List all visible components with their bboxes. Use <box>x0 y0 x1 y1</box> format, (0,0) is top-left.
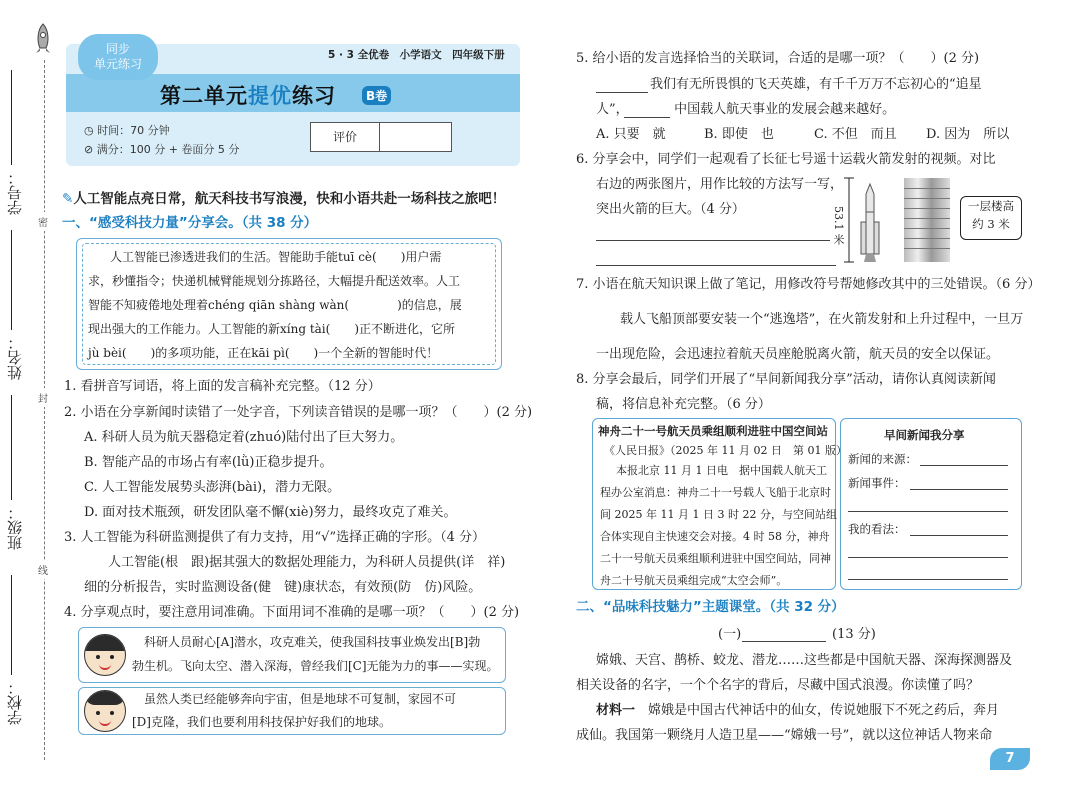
event-answer-line[interactable] <box>910 489 1008 490</box>
school-label: 学校： <box>6 680 24 725</box>
part-1-label: (一) <box>718 627 742 642</box>
q6-answer-line[interactable] <box>596 240 836 241</box>
callout-line: 约 3 米 <box>972 217 1010 231</box>
news-source: 《人民日报》（2025 年 11 月 02 日 第 01 版） <box>604 444 847 457</box>
title-part-c: 练习 <box>292 84 336 108</box>
rocket-image <box>858 182 882 264</box>
binding-margin <box>0 0 60 785</box>
q2-option-c[interactable]: C. 人工智能发展势头澎湃(bài)，潜力无限。 <box>84 480 341 495</box>
q6-line: 突出火箭的巨大。（4 分） <box>596 202 745 217</box>
passage-line: 智能不知疲倦地处理着chéng qiān shàng wàn( )的信息，展 <box>88 298 462 312</box>
section-1-title: 一、“感受科技力量”分享会。（共 38 分） <box>62 215 318 231</box>
news-line: 合体实现自主快速交会对接。4 时 58 分，神舟 <box>600 530 830 543</box>
q5-line: 人”， 中国载人航天事业的发展会越来越好。 <box>596 102 896 117</box>
q4-bubble-2-line: [D]克隆，我们也要利用科技保护好我们的地球。 <box>132 715 391 729</box>
q5-option-c[interactable]: C. 不但 而且 <box>814 127 897 142</box>
q3-line[interactable]: 细的分析报告，实时监测设备(健 键)康状态，有效预(防 仿)风险。 <box>84 580 482 595</box>
q2-option-a[interactable]: A. 科研人员为航天器稳定着(zhuó)陆付出了巨大努力。 <box>84 430 404 445</box>
time-info <box>84 122 170 138</box>
news-line: 本报北京 11 月 1 日电 据中国载人航天工 <box>616 464 827 477</box>
share-field-source: 新闻的来源： <box>848 452 917 466</box>
question-3: 3. 人工智能为科研监测提供了有力支持，用“√”选择正确的字形。（4 分） <box>64 530 486 545</box>
news-line: 舟二十号航天员乘组完成“太空会师”。 <box>600 574 788 587</box>
q6-line: 右边的两张图片，用作比较的方法写一写， <box>596 177 844 192</box>
page-title <box>160 80 336 110</box>
intro-line <box>62 190 505 208</box>
seal-mark-feng: 封 <box>38 388 48 407</box>
q7-line[interactable]: 载人飞船顶部要安装一个“逃逸塔”，在火箭发射和上升过程中，一旦万 <box>620 312 1024 327</box>
boy-avatar <box>84 634 126 676</box>
seal-mark-mi: 密 <box>38 212 48 231</box>
q8-line2: 稿，将信息补充完整。（6 分） <box>596 397 771 412</box>
title-part-a: 第二单元 <box>160 84 248 108</box>
part-1-title-blank[interactable] <box>742 641 826 642</box>
score-text: 满分：100 分 + 卷面分 5 分 <box>96 143 240 156</box>
event-answer-line[interactable] <box>848 511 1008 512</box>
girl-avatar <box>84 690 126 732</box>
news-line: 二十一号航天员乘组顺利进驻中国空间站，同神 <box>600 552 831 565</box>
q5-blank-2[interactable] <box>624 117 670 118</box>
title-part-b: 提优 <box>248 84 292 108</box>
question-5: 5. 给小语的发言选择恰当的关联词，合适的是哪一项？（ ）(2 分) <box>576 51 980 66</box>
sync-badge <box>78 34 158 80</box>
part-1-score: (13 分) <box>832 627 876 642</box>
passage-line: jù bèi( )的多项功能，正在kāi pì( )一个全新的智能时代！ <box>88 346 439 360</box>
q5-option-a[interactable]: A. 只要 就 <box>596 127 666 142</box>
material-1-label: 材料一 <box>596 703 636 718</box>
badge-line2: 单元练习 <box>93 57 142 71</box>
news-line: 间 2025 年 11 月 1 日 3 时 22 分，与空间站组 <box>600 508 837 521</box>
intro-text: 人工智能点亮日常，航天科技书写浪漫，快和小语共赴一场科技之旅吧！ <box>73 191 506 207</box>
evaluation-box[interactable] <box>310 122 452 152</box>
q4-bubble-1-line: 勃生机。飞向太空、潜入深海，曾经我们[C]无能为力的事——实现。 <box>132 659 499 673</box>
q2-option-b[interactable]: B. 智能产品的市场占有率(lǜ)正稳步提升。 <box>84 455 333 470</box>
passage-line: 现出强大的工作能力。人工智能的新xíng tài( )正不断进化，它所 <box>88 322 456 336</box>
evaluation-label: 评价 <box>311 123 380 151</box>
q4-bubble-1-line: 科研人员耐心[A]潜水，攻克难关，使我国科技事业焕发出[B]勃 <box>144 635 481 649</box>
q5-line: 我们有无所畏惧的飞天英雄，有千千万万不忘初心的“追星 <box>650 77 982 92</box>
badge-line1: 同步 <box>105 42 130 56</box>
news-title: 神舟二十一号航天员乘组顺利进驻中国空间站 <box>598 424 828 438</box>
source-answer-line[interactable] <box>920 465 1008 466</box>
opinion-answer-line[interactable] <box>848 557 1008 558</box>
q6-answer-line[interactable] <box>596 265 836 266</box>
question-2: 2. 小语在分享新闻时读错了一处字音，下列读音错误的是哪一项？（ ）(2 分) <box>64 405 533 420</box>
passage-line: 人工智能已渗透进我们的生活。智能助手能tuī cè( )用户需 <box>110 250 442 264</box>
pen-icon: ✎ <box>62 191 74 207</box>
q5-option-b[interactable]: B. 即使 也 <box>704 127 774 142</box>
passage-line: 求，秒懂指令；快递机械臂能规划分拣路径，大幅提升配送效率。人工 <box>88 274 461 288</box>
building-image <box>904 178 950 262</box>
share-field-opinion: 我的看法： <box>848 522 906 536</box>
opinion-answer-line[interactable] <box>848 579 1008 580</box>
rocket-height-label: 53.1 米 <box>832 206 845 245</box>
series-label: 5 · 3 全优卷 小学语文 四年级下册 <box>328 49 505 61</box>
q5-option-d[interactable]: D. 因为 所以 <box>926 127 1010 142</box>
name-label: 姓名： <box>6 335 24 380</box>
opinion-answer-line[interactable] <box>910 535 1008 536</box>
class-label: 班级： <box>6 505 24 550</box>
school-line[interactable] <box>11 575 12 675</box>
floor-height-callout <box>960 196 1022 240</box>
q4-bubble-2-line: 虽然人类已经能够奔向宇宙，但是地球不可复制，家园不可 <box>144 692 457 706</box>
section-2-title: 二、“品味科技魅力”主题课堂。（共 32 分） <box>576 599 845 615</box>
score-info <box>84 141 239 157</box>
question-8: 8. 分享会最后，同学们开展了“早间新闻我分享”活动，请你认真阅读新闻 <box>576 372 996 387</box>
material-1-text: 嫦娥是中国古代神话中的仙女，传说她服下不死之药后，奔月 <box>635 703 1000 718</box>
name-line[interactable] <box>11 230 12 330</box>
student-no-label: 学号： <box>6 170 24 215</box>
callout-line: 一层楼高 <box>968 199 1014 213</box>
question-6: 6. 分享会中，同学们一起观看了长征七号遥十运载火箭发射的视频。对比 <box>576 152 996 167</box>
check-icon: ⊘ <box>84 143 97 156</box>
q7-line[interactable]: 一出现危险，会迅速拉着航天员座舱脱离火箭，航天员的安全以保证。 <box>596 347 1000 362</box>
question-4: 4. 分享观点时，要注意用词准确。下面用词不准确的是哪一项？（ ）(2 分) <box>64 605 520 620</box>
q5-blank-1[interactable] <box>596 92 648 93</box>
material-1-line: 成仙。我国第一颗绕月人造卫星——“嫦娥一号”，就以这位神话人物来命 <box>576 728 993 743</box>
news-line: 程办公室消息：神舟二十一号载人飞船于北京时 <box>600 486 831 499</box>
time-text: 时间：70 分钟 <box>97 124 170 137</box>
level-badge: B卷 <box>362 86 391 105</box>
clock-icon: ◷ <box>84 124 98 137</box>
question-7: 7. 小语在航天知识课上做了笔记，用修改符号帮她修改其中的三处错误。（6 分） <box>576 277 1041 292</box>
class-line[interactable] <box>11 395 12 500</box>
paragraph-line: 相关设备的名字，一个个名字的背后，尽藏中国式浪漫。你读懂了吗？ <box>576 678 980 693</box>
q3-line[interactable]: 人工智能(根 跟)据其强大的数据处理能力，为科研人员提供(详 祥) <box>108 555 506 570</box>
material-1-line <box>596 702 999 720</box>
share-title: 早间新闻我分享 <box>884 428 965 442</box>
paragraph-line: 嫦娥、天宫、鹊桥、蛟龙、潜龙……这些都是中国航天器、深海探测器及 <box>596 653 1013 668</box>
page-number: 7 <box>990 748 1030 770</box>
q2-option-d[interactable]: D. 面对技术瓶颈，研发团队毫不懈(xiè)努力，最终攻克了难关。 <box>84 505 457 520</box>
cut-line <box>44 60 45 760</box>
question-1: 1. 看拼音写词语，将上面的发言稿补充完整。（12 分） <box>64 379 381 394</box>
share-field-event: 新闻事件： <box>848 476 906 490</box>
rocket-icon <box>32 22 54 56</box>
student-no-line[interactable] <box>11 70 12 165</box>
seal-mark-xian: 线 <box>38 560 48 579</box>
